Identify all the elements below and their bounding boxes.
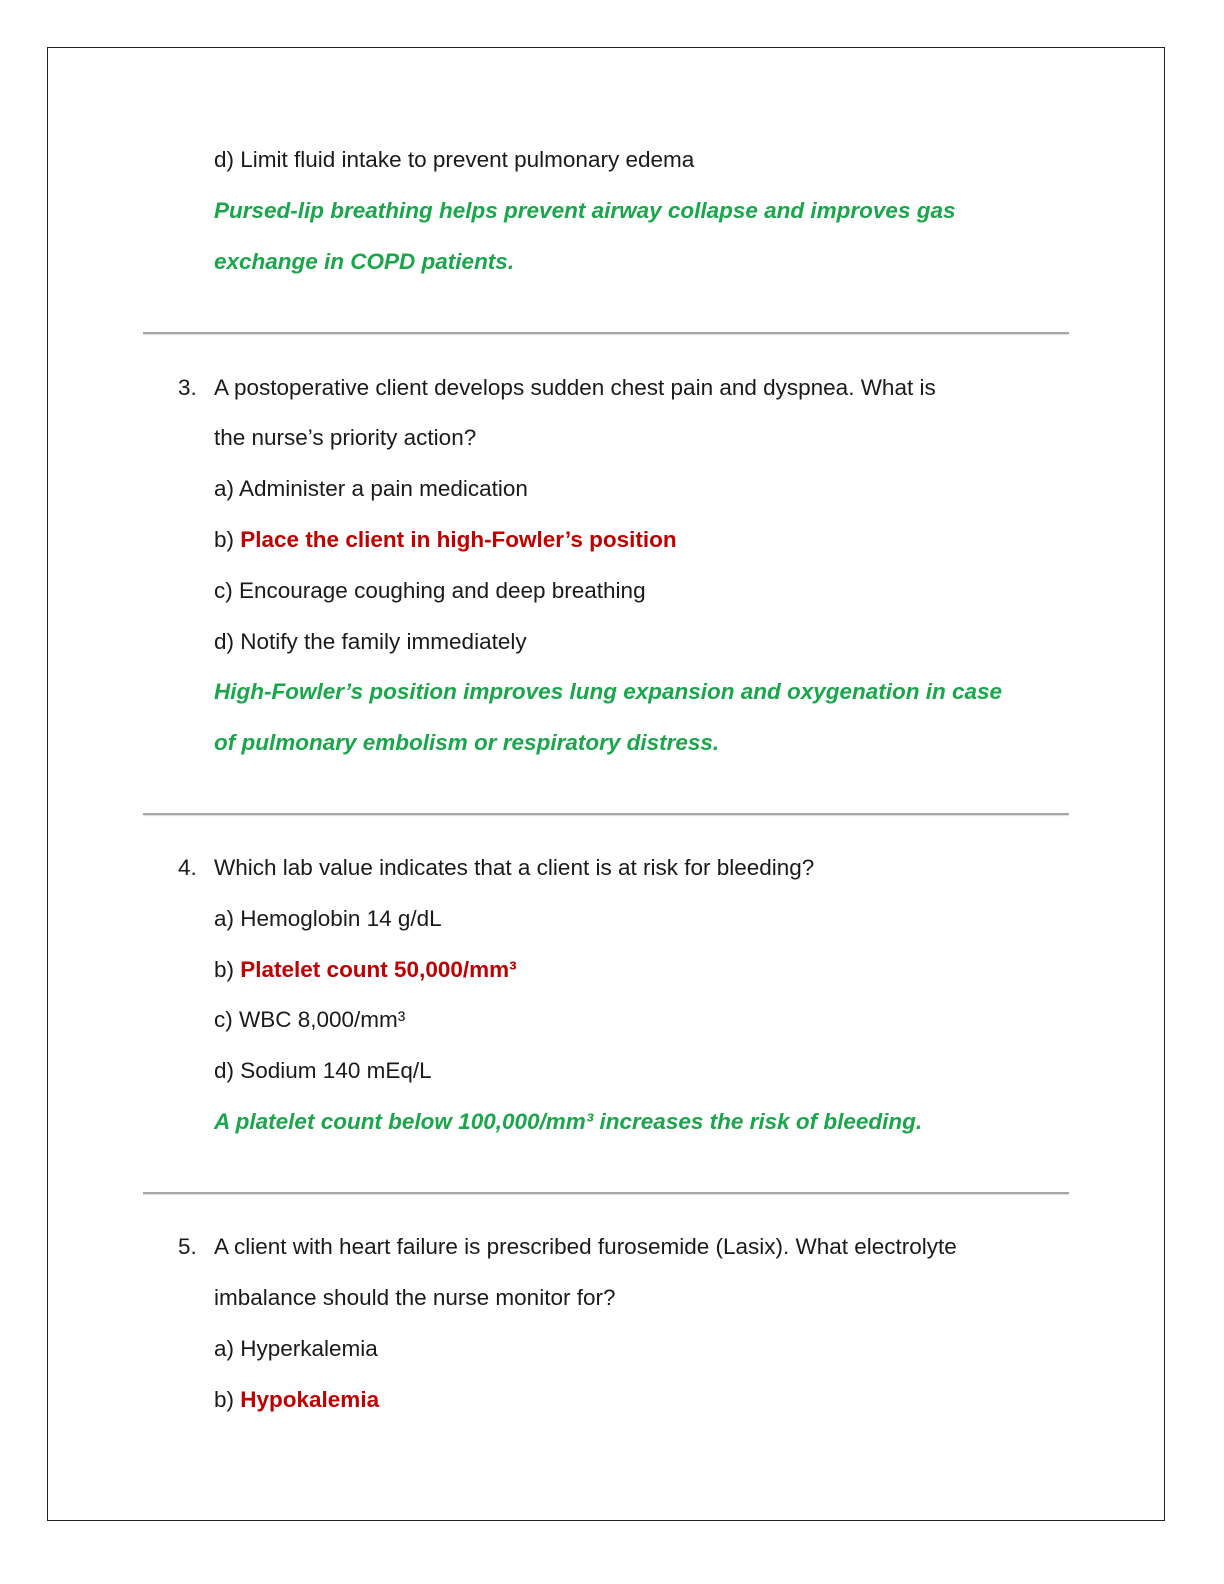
q3-question-line1: A postoperative client develops sudden chest pain and dyspnea. What is	[214, 375, 936, 400]
q4-option-b-prefix: b)	[214, 957, 241, 982]
q3-correct-answer: Place the client in high-Fowler’s position	[240, 527, 677, 552]
q3-explanation-line2: of pulmonary embolism or respiratory distress.	[214, 730, 720, 755]
q3-option-b-prefix: b)	[214, 527, 241, 552]
q3-option-a: a) Administer a pain medication	[214, 476, 528, 501]
q4-option-b	[214, 955, 517, 985]
q4-option-a: a) Hemoglobin 14 g/dL	[214, 906, 442, 931]
q4-correct-answer: Platelet count 50,000/mm³	[240, 957, 517, 982]
divider-1	[143, 332, 1069, 334]
q3-explanation-line1: High-Fowler’s position improves lung expansion and oxygenation in case	[214, 679, 1003, 704]
q4-option-d: d) Sodium 140 mEq/L	[214, 1058, 432, 1083]
q4-explanation-line1: A platelet count below 100,000/mm³ increases the risk of bleeding.	[214, 1109, 923, 1134]
q4-question-line1: Which lab value indicates that a client is at risk for bleeding?	[214, 855, 815, 880]
divider-2	[143, 813, 1069, 815]
q4-number: 4.	[178, 855, 197, 880]
q5-number: 5.	[178, 1234, 197, 1259]
q2-explanation-line1: Pursed-lip breathing helps prevent airway collapse and improves gas	[214, 198, 956, 223]
q2-explanation-line2: exchange in COPD patients.	[214, 249, 515, 274]
q5-option-b	[214, 1385, 379, 1415]
q5-option-b-prefix: b)	[214, 1387, 241, 1412]
q3-option-d: d) Notify the family immediately	[214, 629, 527, 654]
divider-3	[143, 1192, 1069, 1194]
q3-number: 3.	[178, 375, 197, 400]
q5-option-a: a) Hyperkalemia	[214, 1336, 378, 1361]
q5-question-line2: imbalance should the nurse monitor for?	[214, 1285, 616, 1310]
q3-question-line2: the nurse’s priority action?	[214, 425, 477, 450]
q3-option-c: c) Encourage coughing and deep breathing	[214, 578, 646, 603]
q4-option-c: c) WBC 8,000/mm³	[214, 1007, 406, 1032]
q3-option-b	[214, 525, 677, 555]
q5-question-line1: A client with heart failure is prescribed furosemide (Lasix). What electrolyte	[214, 1234, 957, 1259]
q2-option-d: d) Limit fluid intake to prevent pulmonary edema	[214, 147, 695, 172]
q5-correct-answer: Hypokalemia	[240, 1387, 380, 1412]
